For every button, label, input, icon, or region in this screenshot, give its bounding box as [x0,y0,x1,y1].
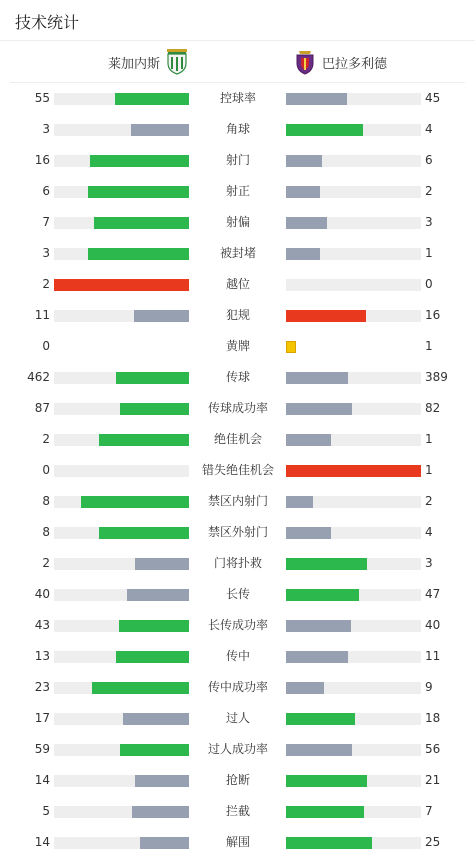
home-stat-bar-fill [131,124,189,136]
stat-label: 拦截 [225,804,250,818]
away-stat-bar-fill [286,465,421,477]
home-stat-bar-fill [140,837,189,849]
away-stat-value: 2 [425,184,433,198]
away-stat-value: 9 [425,680,433,694]
home-stat-value: 6 [42,184,50,198]
home-stat-value: 43 [34,618,50,632]
home-stat-bar-fill [127,589,189,601]
stat-row [0,362,475,393]
away-stat-bar-fill [286,124,363,136]
home-stat-bar [54,465,189,477]
stat-label: 错失绝佳机会 [201,463,274,477]
stat-label: 禁区外射门 [207,525,268,539]
home-stat-bar [54,682,189,694]
stat-label: 抢断 [225,773,250,787]
home-stat-value: 3 [42,246,50,260]
away-stat-value: 2 [425,494,433,508]
away-stat-bar [286,744,421,756]
away-stat-bar [286,651,421,663]
home-stat-bar [54,527,189,539]
home-stat-value: 17 [34,711,50,725]
away-stat-bar [286,713,421,725]
away-stat-value: 0 [425,277,433,291]
away-stat-value: 4 [425,122,433,136]
stat-row [0,734,475,765]
stat-row [0,424,475,455]
home-stat-bar [54,496,189,508]
home-stat-value: 14 [34,835,50,849]
home-stat-bar [54,589,189,601]
away-stat-bar [286,837,421,849]
stat-label: 绝佳机会 [213,432,262,446]
away-stat-bar-fill [286,775,367,787]
home-stat-bar-fill [135,558,189,570]
stat-row [0,827,475,858]
away-stat-bar-fill [286,186,320,198]
home-stat-value: 0 [42,339,50,353]
stat-row [0,269,475,300]
home-stat-bar-fill [99,527,189,539]
away-stat-bar [286,496,421,508]
away-stat-bar [286,279,421,291]
away-stat-bar [286,403,421,415]
away-stat-value: 6 [425,153,433,167]
home-stat-value: 2 [42,277,50,291]
away-stat-bar [286,93,421,105]
home-stat-bar [54,124,189,136]
stat-label: 传球 [225,370,250,384]
stat-row [0,238,475,269]
stat-row [0,393,475,424]
home-stat-value: 40 [34,587,50,601]
home-stat-value: 8 [42,494,50,508]
away-stat-value: 3 [425,215,433,229]
home-stat-value: 23 [34,680,50,694]
home-stat-value: 3 [42,122,50,136]
home-stat-bar-fill [94,217,189,229]
away-stat-bar [286,248,421,260]
stat-row [0,641,475,672]
home-stat-bar-fill [135,775,189,787]
away-stat-bar-fill [286,248,320,260]
away-stat-bar [286,620,421,632]
stat-row [0,145,475,176]
away-stat-bar [286,372,421,384]
away-stat-bar-fill [286,310,366,322]
stat-label: 黄牌 [225,339,250,353]
stat-label: 传中 [225,649,250,663]
away-stat-bar-fill [286,217,327,229]
valladolid-crest-icon [292,49,318,75]
away-stat-bar [286,558,421,570]
stat-label: 射门 [225,153,250,167]
home-stat-value: 16 [34,153,50,167]
away-stat-bar-fill [286,713,355,725]
away-stat-value: 11 [425,649,441,663]
away-stat-bar-fill [286,93,347,105]
away-stat-bar [286,465,421,477]
away-stat-bar-fill [286,651,348,663]
away-stat-bar-fill [286,155,322,167]
home-stat-bar-fill [54,279,189,291]
away-stat-value: 7 [425,804,433,818]
away-stat-bar-fill [286,372,348,384]
stat-label: 角球 [225,122,250,136]
stat-row [0,579,475,610]
stat-row [0,703,475,734]
home-stat-value: 2 [42,556,50,570]
stat-label: 过人 [225,711,250,725]
stat-label: 射偏 [225,215,250,229]
stat-label: 传球成功率 [207,401,268,415]
stat-row [0,207,475,238]
home-stat-bar-fill [99,434,189,446]
home-stat-bar-fill [134,310,189,322]
home-stat-bar-fill [119,620,189,632]
home-stat-bar-fill [123,713,189,725]
home-stat-value: 0 [42,463,50,477]
stat-label: 控球率 [219,91,256,105]
stat-row [0,796,475,827]
leganes-crest-icon [164,49,190,75]
away-stat-bar [286,217,421,229]
away-stat-value: 56 [425,742,441,756]
home-stat-bar [54,620,189,632]
away-stat-bar-fill [286,744,352,756]
home-stat-value: 13 [34,649,50,663]
page-title: 技术统计 [15,13,80,32]
stat-label: 越位 [225,277,250,291]
home-stat-bar-fill [92,682,189,694]
away-stat-bar [286,806,421,818]
away-stat-value: 18 [425,711,441,725]
away-stat-bar [286,155,421,167]
home-stat-bar [54,806,189,818]
stat-label: 禁区内射门 [207,494,268,508]
home-stat-value: 11 [34,308,50,322]
away-stat-value: 25 [425,835,441,849]
away-stat-value: 1 [425,339,433,353]
away-stat-value: 1 [425,432,433,446]
away-stat-bar-fill [286,682,324,694]
away-stat-bar [286,186,421,198]
section-header [0,0,475,41]
away-stat-bar [286,310,421,322]
home-stat-bar [54,155,189,167]
away-stat-bar-fill [286,837,372,849]
stat-label: 长传 [225,587,250,601]
home-stat-bar-fill [90,155,189,167]
away-stat-bar-fill [286,620,351,632]
home-stat-bar-fill [115,93,189,105]
home-stat-bar-fill [81,496,189,508]
away-stat-value: 40 [425,618,441,632]
away-stat-bar [286,527,421,539]
home-stat-value: 5 [42,804,50,818]
away-stat-value: 16 [425,308,441,322]
away-stat-value: 1 [425,246,433,260]
home-stat-bar-fill [116,651,189,663]
home-stat-bar-fill [132,806,189,818]
stat-row [0,83,475,114]
away-stat-bar [286,124,421,136]
away-stat-bar [286,682,421,694]
away-stat-value: 4 [425,525,433,539]
away-stat-bar-fill [286,806,364,818]
away-stat-value: 47 [425,587,441,601]
teams-header [10,41,465,83]
home-team-name: 莱加内斯 [107,56,160,72]
home-stat-value: 7 [42,215,50,229]
home-stat-bar [54,713,189,725]
home-stat-value: 2 [42,432,50,446]
home-stat-bar [54,558,189,570]
away-team[interactable] [292,49,387,75]
away-stat-value: 82 [425,401,441,415]
home-team[interactable] [108,49,190,75]
away-stat-bar-fill [286,558,367,570]
away-stat-value: 21 [425,773,441,787]
stat-row [0,672,475,703]
home-stat-bar-fill [116,372,189,384]
home-stat-bar [54,279,189,291]
away-stat-bar-fill [286,589,359,601]
home-stat-bar [54,837,189,849]
away-team-name: 巴拉多利德 [322,56,388,72]
home-stat-bar [54,744,189,756]
stat-row [0,455,475,486]
home-stat-bar [54,248,189,260]
home-stat-value: 14 [34,773,50,787]
away-stat-bar [286,589,421,601]
stat-label: 门将扑救 [213,556,262,570]
home-stat-bar [54,434,189,446]
home-stat-bar [54,651,189,663]
home-stat-value: 462 [27,370,50,384]
away-stat-value: 389 [425,370,448,384]
stat-row [0,176,475,207]
home-stat-bar [54,775,189,787]
home-stat-bar-fill [88,186,189,198]
away-stat-bar [286,775,421,787]
home-stat-bar [54,186,189,198]
stat-label: 射正 [225,184,250,198]
home-stat-bar [54,403,189,415]
home-stat-bar-fill [120,744,189,756]
away-stat-bar-fill [286,527,331,539]
away-stat-bar-fill [286,496,313,508]
away-stat-bar [286,434,421,446]
away-stat-value: 3 [425,556,433,570]
home-stat-bar [54,93,189,105]
stat-row [0,331,475,362]
home-stat-value: 8 [42,525,50,539]
stat-label: 解围 [225,835,250,849]
away-stat-bar-fill [286,434,331,446]
away-stat-value: 1 [425,463,433,477]
stat-row [0,610,475,641]
stat-row [0,765,475,796]
stat-row [0,300,475,331]
home-stat-value: 55 [34,91,50,105]
yellow-card-icon [286,341,296,353]
home-stat-bar [54,217,189,229]
home-stat-bar [54,372,189,384]
stat-row [0,486,475,517]
home-stat-bar-fill [120,403,189,415]
home-stat-value: 59 [34,742,50,756]
home-stat-bar [54,310,189,322]
away-stat-bar-fill [286,403,352,415]
stat-row [0,548,475,579]
away-stat-value: 45 [425,91,441,105]
stat-label: 被封堵 [219,246,256,260]
stat-label: 传中成功率 [207,680,268,694]
stat-label: 过人成功率 [207,742,268,756]
stat-label: 长传成功率 [207,618,268,632]
stat-row [0,114,475,145]
stat-row [0,517,475,548]
home-stat-value: 87 [34,401,50,415]
home-stat-bar-fill [88,248,189,260]
stat-label: 犯规 [225,308,250,322]
